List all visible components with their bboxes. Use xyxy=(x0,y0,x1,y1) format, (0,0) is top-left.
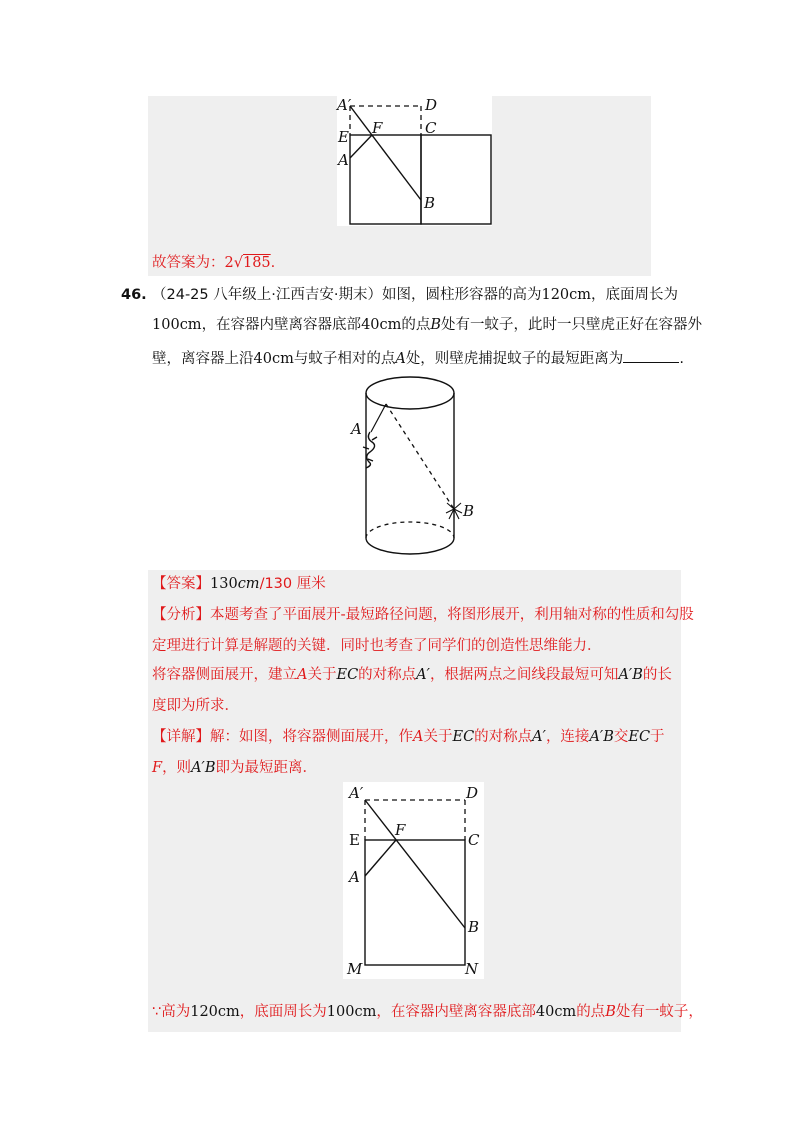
label-f: F xyxy=(372,119,383,137)
label-a: A xyxy=(338,151,349,169)
question-line-3: 壁，离容器上沿40cm与蚊子相对的点A处，则壁虎捕捉蚊子的最短距离为 . xyxy=(152,351,684,367)
label-n: N xyxy=(465,960,479,978)
label-b: B xyxy=(468,918,480,936)
analysis-tag: 【分析】 xyxy=(152,607,210,623)
question-number: 46. xyxy=(121,287,147,303)
detail-tag: 【详解】 xyxy=(152,729,210,745)
previous-answer: 故答案为：2√185. xyxy=(152,255,276,271)
answer-tag: 【答案】 xyxy=(152,576,210,592)
analysis-line-3: 将容器侧面展开，建立A关于EC的对称点A′，根据两点之间线段最短可知A′B的长 xyxy=(152,667,672,683)
solution-final-line: ∵高为120cm，底面周长为100cm，在容器内壁离容器底部40cm的点B处有一蚊子， xyxy=(152,1004,703,1020)
label-m: M xyxy=(347,960,363,978)
detail-line-1: 【详解】解：如图，将容器侧面展开，作A关于EC的对称点A′，连接A′B交EC于 xyxy=(152,729,665,745)
label-a-prime: A′ xyxy=(349,784,364,802)
figure-bg xyxy=(343,782,484,979)
label-e: E xyxy=(338,128,349,146)
label-a: A xyxy=(349,868,360,886)
label-d: D xyxy=(466,784,479,802)
cyl-label-b: B xyxy=(463,502,475,520)
label-e: E xyxy=(349,831,360,849)
label-b: B xyxy=(424,194,436,212)
label-f: F xyxy=(395,821,406,839)
label-a-prime: A′ xyxy=(337,96,352,114)
label-d: D xyxy=(425,96,438,114)
analysis-line-1: 【分析】本题考查了平面展开-最短路径问题，将图形展开，利用轴对称的性质和勾股 xyxy=(152,607,694,623)
analysis-line-2: 定理进行计算是解题的关键．同时也考查了同学们的创造性思维能力． xyxy=(152,638,602,654)
question-line-1: （24-25 八年级上·江西吉安·期末）如图，圆柱形容器的高为120cm，底面周长为 xyxy=(152,287,679,303)
label-c: C xyxy=(425,119,437,137)
cyl-label-a: A xyxy=(351,420,362,438)
answer-line: 【答案】130cm/130 厘米 xyxy=(152,576,326,592)
label-c: C xyxy=(468,831,480,849)
analysis-line-4: 度即为所求． xyxy=(152,698,239,714)
question-line-2: 100cm，在容器内壁离容器底部40cm的点B处有一蚊子，此时一只壁虎正好在容器外 xyxy=(152,317,703,333)
detail-line-2: F，则A′B即为最短距离． xyxy=(152,760,317,776)
